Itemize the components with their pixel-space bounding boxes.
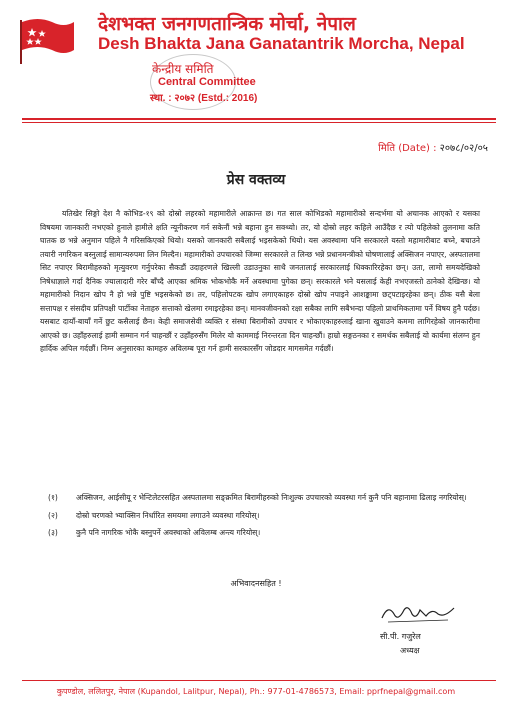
statement-body — [40, 207, 480, 356]
document-title: प्रेस वक्तव्य — [226, 172, 286, 188]
committee-name-english: Central Committee — [158, 76, 256, 88]
demand-text: कुनै पनि नागरिक भोकै बस्नुपर्ने अवस्थाको अविलम्ब अन्त्य गरियोस्। — [76, 528, 261, 537]
demand-text: अक्सिजन, आईसीयू र भेन्टिलेटरसहित अस्पतालमा सङ्क्रमित बिरामीहरुको निःशुल्क उपचारको व्यवस्था गर्न कुनै पनि बहानामा ढिलाइ नगरियोस्। — [76, 493, 467, 502]
demand-item — [40, 526, 480, 540]
committee-name-devanagari: केन्द्रीय समिति — [152, 62, 214, 76]
demand-number: (२) — [48, 510, 58, 520]
demands-list — [40, 491, 480, 544]
header-divider-thin — [22, 122, 496, 123]
signatory-title: अध्यक्ष — [400, 646, 420, 655]
established-year: स्था. : २०७२ (Estd.: 2016) — [150, 93, 258, 104]
demand-number: (१) — [48, 493, 58, 502]
footer-contact: कुपण्डोल, ललितपुर, नेपाल (Kupandol, Lalitpur, Nepal), Ph.: 977-01-4786573, Email: pprfnepal@gmail.com — [56, 687, 456, 696]
footer-divider — [22, 680, 496, 681]
demand-item — [40, 509, 480, 523]
demand-number: (३) — [48, 528, 58, 537]
demand-item — [40, 491, 480, 505]
organization-name-english: Desh Bhakta Jana Ganatantrik Morcha, Nepal — [98, 34, 465, 53]
demand-text: दोस्रो चरणको भ्याक्सिन निर्धारित समयमा लगाउने व्यवस्था गरियोस्। — [76, 510, 260, 520]
closing-greeting: अभिवादनसहित ! — [230, 579, 282, 588]
statement-paragraph: यतिखेर सिङ्गो देश नै कोभिड-१९ को दोस्रो लहरको महामारीले आक्रान्त छ। गत साल कोभिडको महामारीको सन्दर्भमा यो अचानक आएको र यसका विषयमा जानकारी नभएको हुनाले हामीले क्षति न्यूनीकरण गर्न सकेनौं भन्ने बहाना हुन सक्थ्यो। तर, यो दोस्रो लहर कहिले आउँदैछ र त्यो पहिलेको तुलनामा कति घातक छ भन्ने अनुमान पहिले नै गरिसकिएको थियो। यसको जानकारी सबैलाई भइसकेको थियो। यस अवस्थामा पनि सरकारले यस्तो महामारीबाट बच्ने, बचाउने तयारी नगरिकन बस्नुलाई सामान्यरुपमा लिन मिल्दैन। महामारीको उपचारको जिम्मा सरकारले त लिन्छ भन्ने प्रधानमन्त्रीको घोषणालाई अक्सिजन नपाएर, अस्पतालमा सिट नपाएर बिरामीहरुको मृत्युवरण गर्नुपरेका सैकडौं उदाहरणले खिल्ली उडाउनुका साथै जनतालाई सरकारलाई धिक्कारिरहेका छन्। उता, लामो समयदेखिको निषेधाज्ञाले गर्दा दैनिक ज्यालादारी गरेर बाँच्दै आएका श्रमिक भोकभोकै मर्ने अवस्थामा पुगेका छन्। सरकारले भने यसलाई केही नभएजस्तो ठानेको देखिन्छ। यो महामारीको निदान खोप नै हो भन्ने पुष्टि भइसकेको छ। तर, पहिलोपटक खोप लगाएकाहरु दोस्रो खोप नपाइने आशङ्कामा छट्पटाइरहेका छन्। ठीक यसै बेला सत्तापक्ष र संसदीय प्रतिपक्षी पार्टीका नेताहरु सत्ताको खेलमा रमाइरहेका छन्। मानवजीवनको रक्षा सबैका लागि सबैभन्दा पहिलो प्राथमिकतामा पर्ने विषय हुनै पर्दछ। यसबाट दायाँ-बायाँ गर्ने छुट कसैलाई छैन। केही समाजसेवी व्यक्ति र संस्था बिरामीको उपचार र भोकाएकाहरुलाई खाना खुवाउने कममा लागिरहेको जानकारीमा आएको छ। उहाँहरुलाई हामी सम्मान गर्न चाहन्छौं र उहाँहरुसँग मिलेर यो काममाई निरन्तरता दिन चाहन्छौं। हाम्रो सङ्गठनका र समर्थक सबैलाई यो कार्यमा संलग्न हुन हार्दिक अपिल गर्दछौं। निम्न अनुसारका कामहरु अविलम्ब पूरा गर्न हामी सरकारसँग जोडदार मागसमेत गर्दछौं। — [40, 209, 480, 353]
flag-with-stars-logo — [18, 16, 76, 66]
signatory-name: सी.पी. गजुरेल — [380, 632, 421, 641]
date-label: मिति (Date) : — [378, 143, 437, 154]
organization-name-devanagari: देशभक्त जनगणतान्त्रिक मोर्चा, नेपाल — [98, 13, 356, 35]
handwritten-signature — [378, 600, 458, 626]
date-value: २०७८/०२/०५ — [439, 143, 488, 154]
date-line — [378, 140, 488, 154]
header-divider — [22, 118, 496, 120]
